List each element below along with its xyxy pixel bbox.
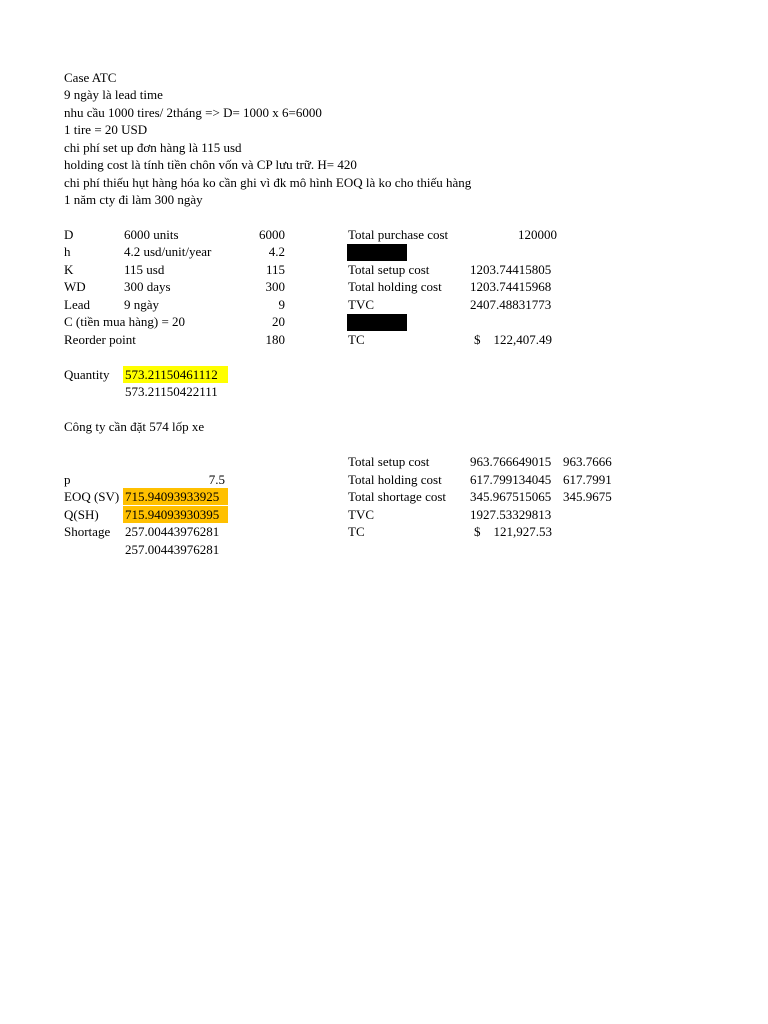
param-desc: 9 ngày — [124, 297, 160, 312]
cost-value: 1203.74415968 — [470, 279, 552, 294]
param-label: Reorder point — [64, 332, 136, 347]
intro-line: 1 tire = 20 USD — [64, 122, 148, 137]
param-label: C (tiền mua hàng) = 20 — [64, 314, 186, 329]
param-label: K — [64, 262, 74, 277]
intro-line: holding cost là tính tiền chôn vốn và CP lưu trữ. H= 420 — [64, 157, 357, 172]
param-value: 115 — [265, 262, 285, 277]
intro-line: chi phí thiếu hụt hàng hóa ko cần ghi vì đk mô hình EOQ là ko cho thiếu hàng — [64, 175, 472, 190]
cost-value: 345.967515065 — [470, 489, 552, 504]
cost-label: TVC — [348, 297, 374, 312]
param-value: 6000 — [259, 227, 285, 242]
param-value: 257.00443976281 — [125, 542, 220, 557]
param-value: 7.5 — [208, 472, 225, 487]
param-label: EOQ (SV) — [64, 489, 120, 504]
cost-label: Total holding cost — [348, 279, 442, 294]
cost-label: TC — [348, 524, 365, 539]
cost-value: 1203.74415805 — [470, 262, 552, 277]
cost-label: Total setup cost — [348, 262, 430, 277]
intro-line: 1 năm cty đi làm 300 ngày — [64, 192, 203, 207]
intro-line: chi phí set up đơn hàng là 115 usd — [64, 140, 242, 155]
param-value: 9 — [278, 297, 285, 312]
conclusion-text: Công ty cần đặt 574 lốp xe — [64, 419, 205, 434]
cost-label: Total shortage cost — [348, 489, 447, 504]
cost-value: 122,407.49 — [493, 332, 552, 347]
param-label: D — [64, 227, 74, 242]
param-label: p — [64, 472, 71, 487]
cost-value: 963.766649015 — [470, 454, 552, 469]
param-desc: 115 usd — [124, 262, 165, 277]
cost-value: 2407.48831773 — [470, 297, 552, 312]
cost-label: Total holding cost — [348, 472, 442, 487]
redaction-block — [347, 314, 407, 331]
quantity-value: 573.21150461112 — [123, 366, 228, 383]
param-value: 4.2 — [268, 244, 285, 259]
cost-value: 617.799134045 — [470, 472, 552, 487]
param-label: Q(SH) — [64, 507, 99, 522]
param-value: 257.00443976281 — [125, 524, 220, 539]
param-label: Lead — [64, 297, 90, 312]
param-label: Shortage — [64, 524, 111, 539]
cost-value-rounded: 617.7991 — [563, 472, 612, 487]
cost-value-rounded: 963.7666 — [563, 454, 612, 469]
quantity-value: 573.21150422111 — [125, 384, 218, 399]
param-desc: 6000 units — [124, 227, 179, 242]
currency-symbol: $ — [474, 524, 481, 539]
cost-value-rounded: 345.9675 — [563, 489, 612, 504]
intro-line: 9 ngày là lead time — [64, 87, 163, 102]
param-label: WD — [64, 279, 86, 294]
quantity-label: Quantity — [64, 367, 110, 382]
param-value: 180 — [265, 332, 285, 347]
param-desc: 300 days — [124, 279, 171, 294]
param-value: 20 — [272, 314, 285, 329]
param-desc: 4.2 usd/unit/year — [124, 244, 212, 259]
qsh-value: 715.94093930395 — [123, 506, 228, 523]
cost-value: 120000 — [518, 227, 557, 242]
intro-line: Case ATC — [64, 70, 117, 85]
param-value: 300 — [265, 279, 285, 294]
param-label: h — [64, 244, 71, 259]
cost-label: TVC — [348, 507, 374, 522]
cost-value: 121,927.53 — [493, 524, 552, 539]
cost-label: Total setup cost — [348, 454, 430, 469]
cost-label: TC — [348, 332, 365, 347]
cost-value: 1927.53329813 — [470, 507, 552, 522]
currency-symbol: $ — [474, 332, 481, 347]
redaction-block — [347, 244, 407, 261]
cost-label: Total purchase cost — [348, 227, 449, 242]
intro-line: nhu cầu 1000 tires/ 2tháng => D= 1000 x 6=6000 — [64, 105, 322, 120]
eoq-value: 715.94093933925 — [123, 488, 228, 505]
